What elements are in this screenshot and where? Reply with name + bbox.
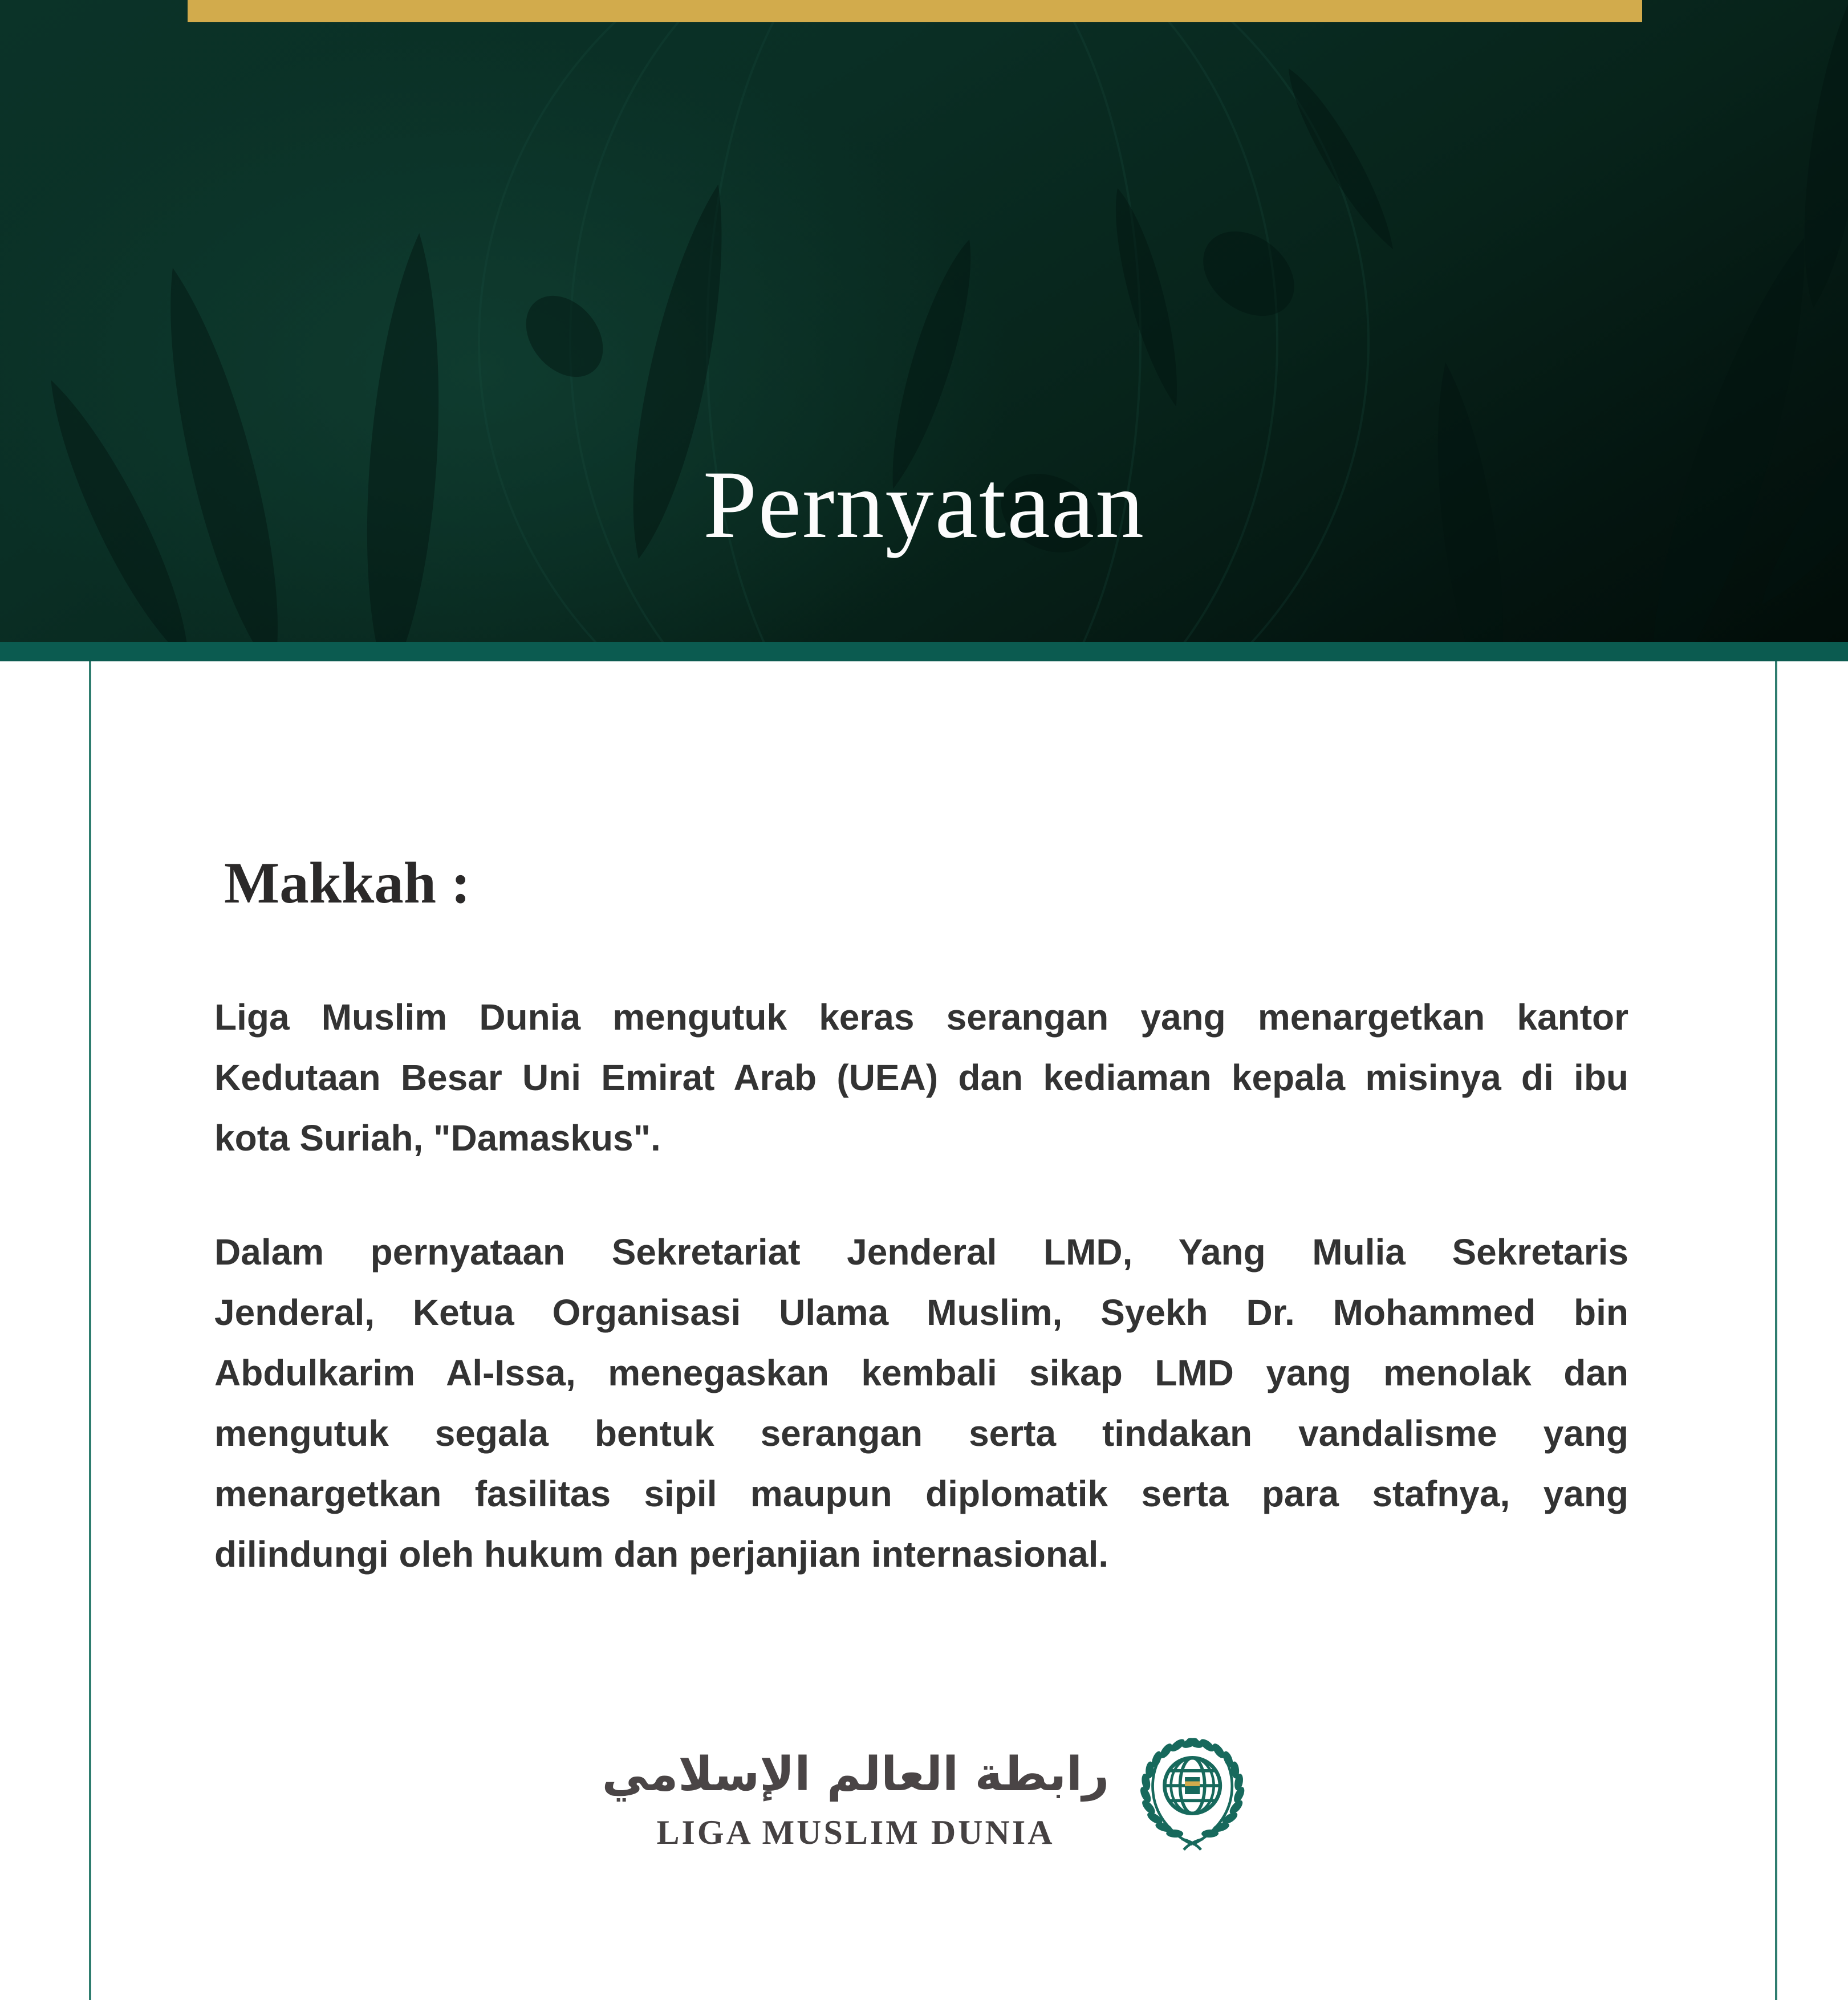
organization-logo [602,1734,1246,1857]
paragraph-1-line: kota Suriah, "Damaskus". [214,1117,661,1158]
header-banner [0,0,1848,642]
paragraph-1-line: Liga Muslim Dunia mengutuk keras serangan yang menargetkan kantor [214,997,1628,1038]
paragraph-2-line: Dalam pernyataan Sekretariat Jenderal LMD, Yang Mulia Sekretaris [214,1231,1628,1273]
wreath-globe-emblem-icon [1139,1734,1246,1857]
left-frame-line [89,661,91,2000]
paragraph-1-line: Kedutaan Besar Uni Emirat Arab (UEA) dan kediaman kepala misinya di ibu [214,1057,1628,1098]
paragraph-2-line: Abdulkarim Al-Issa, menegaskan kembali sikap LMD yang menolak dan [214,1352,1628,1393]
logo-wordmark [602,1739,1110,1852]
teal-divider-band [0,642,1848,661]
paragraph-2-line: menargetkan fasilitas sipil maupun diplomatik serta para stafnya, yang [214,1473,1628,1514]
paragraph-2-line: dilindungi oleh hukum dan perjanjian internasional. [214,1534,1109,1575]
page-title: Pernyataan [702,451,1146,558]
dateline-heading: Makkah : [224,851,471,916]
right-frame-line [1775,661,1777,2000]
logo-arabic-calligraphy: رابطة العالم الإسلامي [602,1747,1110,1802]
paragraph-2-line: mengutuk segala bentuk serangan serta tindakan vandalisme yang [214,1413,1628,1454]
paragraph-2-line: Jenderal, Ketua Organisasi Ulama Muslim, Syekh Dr. Mohammed bin [214,1292,1628,1333]
paragraph-1 [214,987,1628,1168]
paragraph-2 [214,1222,1628,1584]
logo-latin-name: LIGA MUSLIM DUNIA [656,1813,1055,1851]
gold-accent-bar [188,0,1642,22]
